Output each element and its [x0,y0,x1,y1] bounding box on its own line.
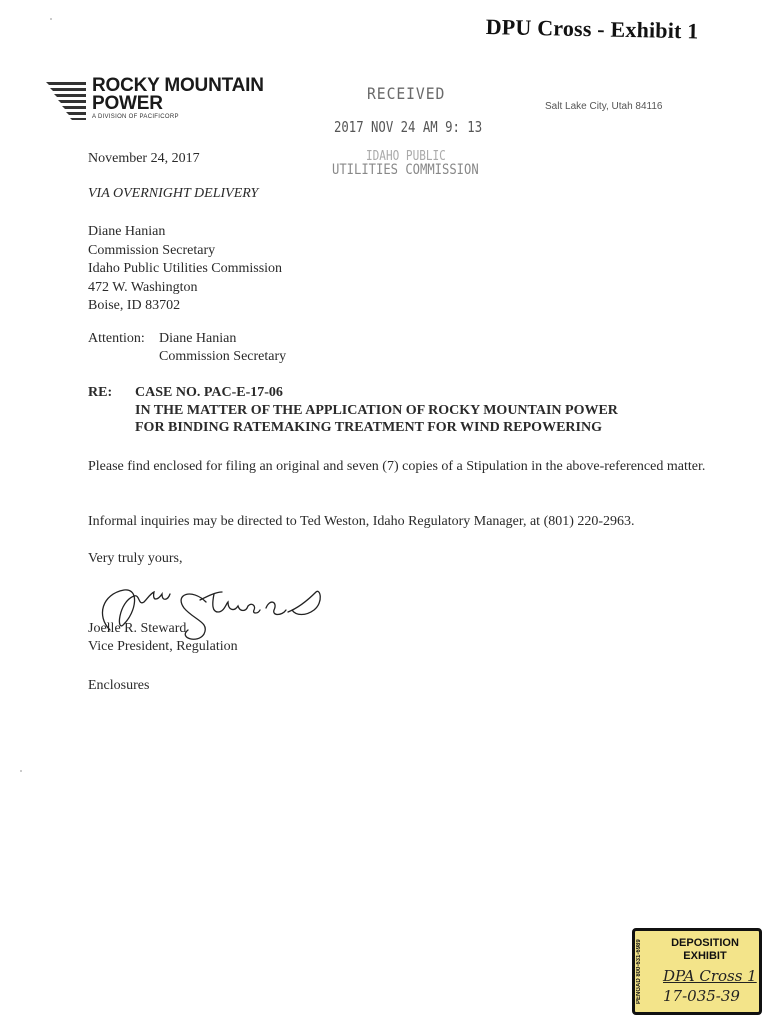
re-line: CASE NO. PAC-E-17-06 [135,385,283,400]
company-name-line2: POWER [92,93,163,114]
delivery-method: VIA OVERNIGHT DELIVERY [88,186,259,201]
recipient-line: Idaho Public Utilities Commission [88,261,283,276]
letterhead-city: Salt Lake City, Utah 84116 [545,101,663,112]
attention-label: Attention: [88,331,145,346]
sticker-handwritten-label: DPA Cross 1 [663,967,757,985]
received-stamp-line1: IDAHO PUBLIC [366,149,446,164]
re-block [135,384,618,437]
signer-name: Joelle R. Steward [88,621,187,636]
received-stamp-label: RECEIVED [367,84,446,103]
exhibit-header: DPU Cross - Exhibit 1 [485,14,699,44]
sticker-vendor-text: PENGAD 800-631-6989 [636,939,642,1005]
recipient-line: Diane Hanian [88,224,166,239]
body-paragraph-inquiries: Informal inquiries may be directed to Ted Weston, Idaho Regulatory Manager, at (801) 220-2963. [88,514,635,529]
company-logo [44,76,304,126]
recipient-line: Boise, ID 83702 [88,298,181,313]
body-paragraph-filing: Please find enclosed for filing an original and seven (7) copies of a Stipulation in the above-referenced matter. [88,459,706,474]
re-line: FOR BINDING RATEMAKING TREATMENT FOR WIND REPOWERING [135,420,602,435]
signer-title: Vice President, Regulation [88,639,238,654]
sticker-handwritten-number: 17-035-39 [663,987,740,1005]
scan-speck [50,18,52,20]
re-line: IN THE MATTER OF THE APPLICATION OF ROCKY MOUNTAIN POWER [135,402,618,418]
attention-block [159,330,286,366]
received-stamp-datetime: 2017 NOV 24 AM 9: 13 [334,118,483,136]
sticker-title-line: EXHIBIT [683,950,727,962]
rocky-mountain-logo-icon [44,78,88,122]
deposition-exhibit-sticker [632,928,762,1015]
company-division: A DIVISION OF PACIFICORP [92,114,179,120]
enclosures-label: Enclosures [88,678,150,693]
company-name-line1: ROCKY MOUNTAIN [92,75,264,96]
letter-date: November 24, 2017 [88,151,200,166]
sticker-title-line: DEPOSITION [671,937,739,949]
received-stamp-line2: UTILITIES COMMISSION [332,162,479,178]
recipient-address [88,223,282,316]
sticker-title [655,937,755,963]
recipient-line: 472 W. Washington [88,279,198,295]
attention-line: Commission Secretary [159,349,287,364]
re-label: RE: [88,385,113,400]
recipient-line: Commission Secretary [88,242,216,258]
attention-line: Diane Hanian [159,331,237,346]
scan-speck [20,770,22,772]
closing: Very truly yours, [88,551,183,566]
